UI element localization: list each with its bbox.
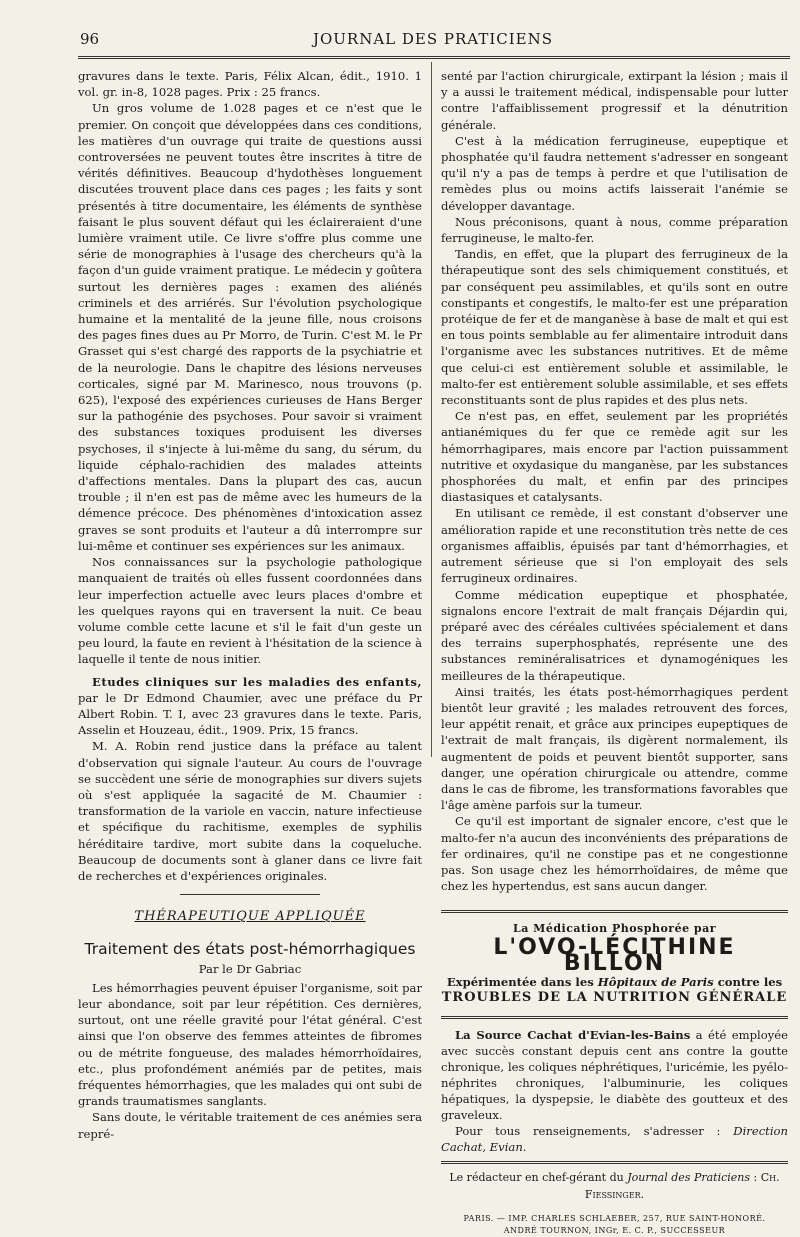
paragraph: Un gros volume de 1.028 pages et ce n'est que le premier. On conçoit que développées dans ces conditions, les matières d'un ouvrage qui traite de questions aussi controversées ne peuvent toutes être inscrites à titre de vérités définitives. Beaucoup d'hydothèses longuement discutées trouvent place dans ces pages ; les faits y sont présentés à titre documentaire, les éléments de synthèse faisant le plus souvent défaut qui les éclaireraient d'une lumière vraiment utile. Ce livre s'offre plus comme une série de monographies à l'usage des chercheurs qu'à la façon d'un guide vraiment pratique. Le médecin y goûtera surtout les dernières pages : examen des aliénés criminels et des arriérés. Sur l'évolution psychologique humaine et la mentalité de la jeune fille, nous croisons des pages fines dues au Pr Morro, de Turin. C'est M. le Pr Grasset qui s'est chargé des rapports de la psychiatrie et de la neurologie. Dans le chapitre des lésions nerveuses corticales, signé par M. Marinesco, nous trouvons (p. 625), l'exposé des expériences curieuses de Hans Berger sur la pathogénie des psychoses. Pour savoir si vraiment des substances toxiques produisent les diverses psychoses, il s'injecte à lui-même du sang, du sérum, du liquide céphalo-rachidien des malades atteints d'affections mentales. Dans la plupart des cas, aucun trouble ; il n'en est pas de même avec les humeurs de la démence précoce. Des phénomènes d'intoxication assez graves se sont produits et l'auteur a dû interrompre sur lui-même et continuer ses expériences sur les animaux.	[78, 101, 422, 553]
journal-title: JOURNAL DES PRATICIENS	[312, 30, 554, 48]
editor-a: Le rédacteur en chef-gérant du	[449, 1171, 628, 1185]
editor-line	[441, 1170, 788, 1202]
editor-b: Journal des Praticiens	[627, 1171, 751, 1185]
page-header	[80, 26, 786, 52]
editor-c: : Ch. Fiessinger.	[584, 1171, 780, 1201]
cachat-text	[441, 1027, 788, 1123]
ad-subline-b: Hôpitaux de Paris	[597, 974, 714, 989]
right-column	[441, 68, 788, 1237]
paragraph: Comme médication eupeptique et phosphatée, signalons encore l'extrait de malt français Déjardin qui, préparé avec des céréales cultivées spécialement et dans des terrains superphosphatés, représente une des substances reminéralisatrices et dynamogéniques les meilleures de la thérapeutique.	[441, 587, 788, 683]
cachat-name: La Source Cachat d'Evian-les-Bains	[455, 1028, 691, 1043]
ad-brand: L'OVO-LÉCITHINE BILLON	[493, 934, 736, 976]
paragraph: gravures dans le texte. Paris, Félix Alcan, édit., 1910. 1 vol. gr. in-8, 1028 pages. Prix : 25 francs.	[78, 69, 422, 100]
paragraph: Ce n'est pas, en effet, seulement par les propriétés antianémiques du fer que ce remède agit sur les hémorrhagipares, mais encore par l'action puissamment nutritive et oxydasique du manganèse, par les substances phosphorées du malt, et enfin par des principes diastasiques et catalysants.	[441, 409, 788, 505]
advertisement-ovo-lecithine	[441, 910, 788, 1006]
cachat-contact-a: Pour tous renseignements, s'adresser :	[455, 1124, 734, 1139]
column-divider	[431, 62, 432, 757]
paragraph: Les hémorrhagies peuvent épuiser l'organisme, soit par leur abondance, soit par leur répétition. Ces dernières, surtout, ont une réelle gravité pour l'état général. C'est ainsi que l'on observe des femmes atteintes de fibromes ou de métrite fongueuse, des malades hémorrhoïdaires, etc., plus profondément anémiés par de petites, mais fréquentes hémorrhagies, que les malades qui ont subi de grands traumatismes sanglants.	[78, 980, 422, 1109]
ad-headline: TROUBLES DE LA NUTRITION GÉNÉRALE	[441, 990, 788, 1006]
advertisement-cachat	[441, 1027, 788, 1155]
header-rule	[78, 56, 790, 59]
article-author: Par le Dr Gabriac	[198, 961, 302, 976]
imprint-line-1: PARIS. — IMP. CHARLES SCHLAEBER, 257, RUE SAINT-HONORÉ.	[463, 1213, 766, 1223]
section-rule	[180, 894, 320, 895]
section-title: THÉRAPEUTIQUE APPLIQUÉE	[134, 909, 366, 925]
imprint	[441, 1213, 788, 1237]
imprint-line-2: ANDRÉ TOURNON, INGr, E. C. P., SUCCESSEUR	[503, 1225, 726, 1235]
ad-rule	[441, 1016, 788, 1019]
paragraph: En utilisant ce remède, il est constant d'observer une amélioration rapide et une reconstitution très nette de ces organismes affaiblis, épuisés par tant d'hémorrhagies, et autrement sérieuse que si l'on employait des sels ferrugineux ordinaires.	[441, 506, 788, 586]
cachat-body: a été employée avec succès constant depuis cent ans contre la goutte chronique, les coliques néphrétiques, l'uricémie, les pyélo-néphrites chroniques, l'albuminurie, les coliques hépatiques, la dyspepsie, le diabète des goutteux et des graveleux.	[441, 1028, 788, 1123]
paragraph: C'est à la médication ferrugineuse, eupeptique et phosphatée qu'il faudra nettement s'adresser en songeant qu'il n'y a pas de temps à perdre et que l'utilisation de remèdes plus ou moins actifs laisserait l'anémie se développer davantage.	[441, 133, 788, 213]
left-column	[78, 68, 422, 1142]
cachat-contact-b: Direction Cachat, Evian.	[441, 1124, 788, 1155]
ad-subline-a: Expérimentée dans les	[446, 974, 598, 989]
paragraph: Ainsi traités, les états post-hémorrhagiques perdent bientôt leur gravité ; les malades retrouvent des forces, leur appétit renait, et grâce aux principes eupeptiques de l'extrait de malt français, ils digèrent normalement, ils augmentent de poids et peuvent bientôt supporter, sans danger, une opération chirurgicale ou attendre, comme dans le cas de fibrome, les transformations favorables que l'âge amène parfois sur la tumeur.	[441, 684, 788, 813]
ad-subline	[441, 974, 788, 990]
book-details: par le Dr Edmond Chaumier, avec une préface du Pr Albert Robin. T. I, avec 23 gravures dans le texte. Paris, Asselin et Houzeau, édit., 1909. Prix, 15 francs.	[78, 690, 422, 738]
paragraph: Ce qu'il est important de signaler encore, c'est que le malto-fer n'a aucun des inconvénients des préparations de fer ordinaires, qu'il ne constipe pas et ne congestionne pas. Son usage chez les hémorrhoïdaires, de même que chez les hypertendus, est sans aucun danger.	[441, 814, 788, 894]
book-entry	[78, 674, 422, 739]
ad-tagline: La Médication Phosphorée par	[512, 922, 717, 936]
paragraph: M. A. Robin rend justice dans la préface au talent d'observation qui signale l'auteur. Au cours de l'ouvrage se succèdent une série de monographies sur divers sujets où s'est appliquée la sagacité de M. Chaumier : transformation de la variole en vaccin, nature infectieuse et spécifique du rachitisme, exemples de syphilis héréditaire tardive, mort subite dans la coqueluche. Beaucoup de documents sont à glaner dans ce livre fait de recherches et d'expériences originales.	[78, 739, 422, 883]
paragraph: Tandis, en effet, que la plupart des ferrugineux de la thérapeutique sont des sels chimiquement constitués, et par conséquent peu assimilables, et qu'ils sont en outre constipants et congestifs, le malto-fer est une préparation protéique de fer et de manganèse à base de malt et qui est en tous points semblable au fer alimentaire introduit dans l'organisme avec les substances nutritives. Et de même que celui-ci est entièrement soluble et assimilable, le malto-fer est entièrement soluble assimilable, et ses effets reconstituants sont de plus rapides et des plus nets.	[441, 247, 788, 408]
page-number: 96	[80, 30, 100, 48]
book-title: Etudes cliniques sur les maladies des enfants,	[92, 674, 422, 689]
ad-subline-c: contre les	[713, 974, 783, 989]
article-title: Traitement des états post-hémorrhagiques	[84, 940, 416, 959]
cachat-contact	[441, 1123, 788, 1155]
paragraph: Nos connaissances sur la psychologie pathologique manquaient de traités où elles fussent coordonnées dans leur imperfection actuelle avec leurs places d'ombre et les quelques rayons qui en traversent la nuit. Ce beau volume comble cette lacune et s'il le fait d'un geste un peu lourd, la faute en revient à l'hésitation de la science à laquelle il tente de nous initier.	[78, 555, 422, 667]
footer-rule	[441, 1161, 788, 1164]
paragraph: Nous préconisons, quant à nous, comme préparation ferrugineuse, le malto-fer.	[441, 214, 788, 246]
paragraph: Sans doute, le véritable traitement de ces anémies sera repré-	[78, 1110, 422, 1141]
paragraph: senté par l'action chirurgicale, extirpant la lésion ; mais il y a aussi le traitement médical, indispensable pour lutter contre l'affaiblissement progressif et la dénutrition générale.	[441, 69, 788, 132]
